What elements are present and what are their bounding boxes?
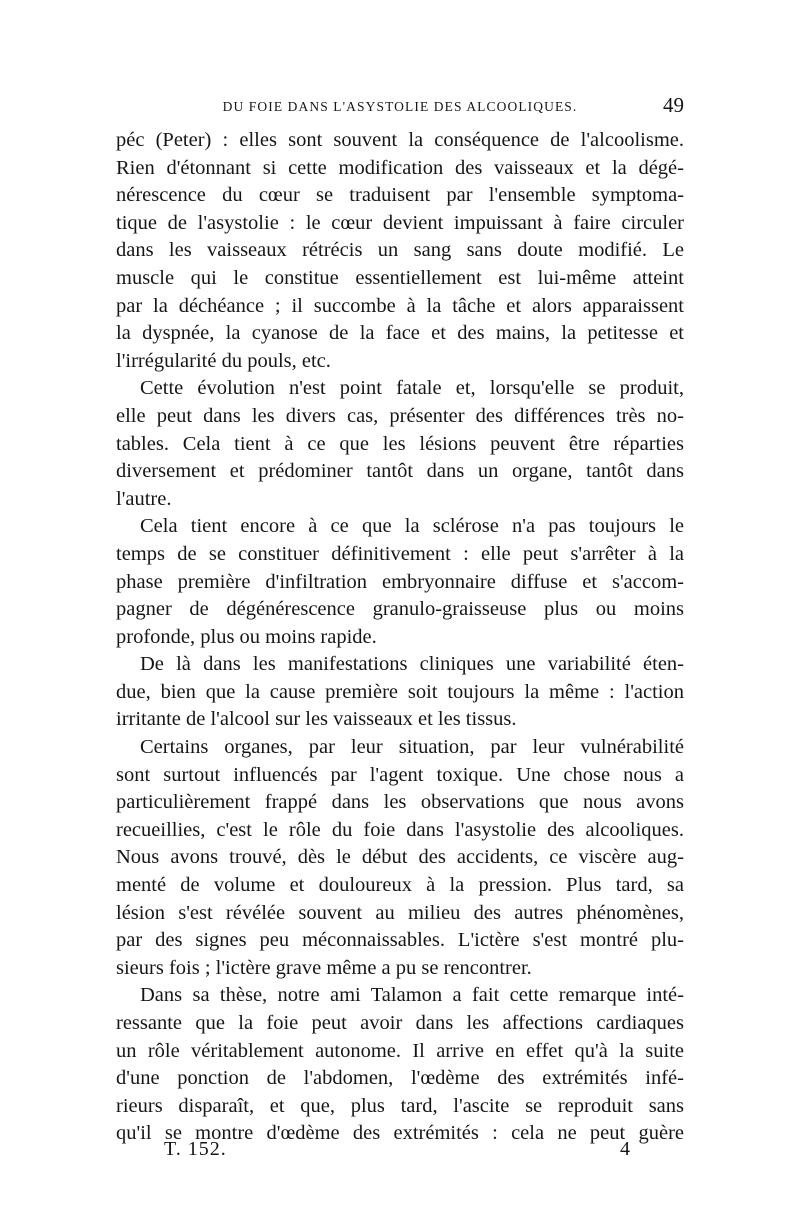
text-line: nérescence du cœur se traduisent par l'ensemble symptoma- bbox=[116, 184, 684, 207]
text-line: phase première d'infiltration embryonnaire diffuse et s'accom- bbox=[116, 570, 684, 593]
text-line: dans les vaisseaux rétrécis un sang sans doute modifié. Le bbox=[116, 239, 684, 262]
text-line: pagner de dégénérescence granulo-graisseuse plus ou moins bbox=[116, 598, 684, 621]
text-line: sieurs fois ; l'ictère grave même a pu se rencontrer. bbox=[116, 956, 532, 979]
text-line: muscle qui le constitue essentiellement est lui-même atteint bbox=[116, 266, 684, 289]
text-line: qu'il se montre d'œdème des extrémités : cela ne peut guère bbox=[116, 1122, 684, 1145]
text-line: la dyspnée, la cyanose de la face et des mains, la petitesse et bbox=[116, 322, 684, 345]
text-line: menté de volume et douloureux à la pression. Plus tard, sa bbox=[116, 874, 684, 897]
text-line: temps de se constituer définitivement : elle peut s'arrêter à la bbox=[116, 542, 684, 565]
text-line: recueillies, c'est le rôle du foie dans l'asystolie des alcooliques. bbox=[116, 818, 684, 841]
text-line: ressante que la foie peut avoir dans les affections cardiaques bbox=[116, 1012, 684, 1034]
text-line: Cela tient encore à ce que la sclérose n'a pas toujours le bbox=[140, 515, 684, 538]
signature-mark: T. 152. bbox=[164, 1138, 227, 1160]
page-footer bbox=[116, 1138, 684, 1168]
text-line: elle peut dans les divers cas, présenter des différences très no- bbox=[116, 404, 684, 427]
text-line: diversement et prédominer tantôt dans un organe, tantôt dans bbox=[116, 460, 684, 483]
text-line: péc (Peter) : elles sont souvent la conséquence de l'alcoolisme. bbox=[116, 129, 684, 151]
text-line: Rien d'étonnant si cette modification des vaisseaux et la dégé- bbox=[116, 156, 684, 179]
text-line: l'irrégularité du pouls, etc. bbox=[116, 349, 331, 372]
text-line: particulièrement frappé dans les observations que nous avons bbox=[116, 791, 684, 814]
text-line: tables. Cela tient à ce que les lésions peuvent être réparties bbox=[116, 432, 684, 455]
text-line: Nous avons trouvé, dès le début des accidents, ce viscère aug- bbox=[116, 846, 684, 869]
text-line: rieurs disparaît, et que, plus tard, l'ascite se reproduit sans bbox=[116, 1094, 684, 1117]
running-head bbox=[116, 93, 684, 123]
text-line: Certains organes, par leur situation, par leur vulnérabilité bbox=[140, 736, 684, 759]
text-line: d'une ponction de l'abdomen, l'œdème des extrémités infé- bbox=[116, 1067, 684, 1090]
text-line: Cette évolution n'est point fatale et, lorsqu'elle se produit, bbox=[140, 377, 684, 400]
text-line: irritante de l'alcool sur les vaisseaux et les tissus. bbox=[116, 708, 517, 731]
running-head-title: DU FOIE DANS L'ASYSTOLIE DES ALCOOLIQUES. bbox=[222, 99, 578, 114]
text-line: Dans sa thèse, notre ami Talamon a fait cette remarque inté- bbox=[140, 984, 684, 1007]
text-line: De là dans les manifestations cliniques une variabilité éten- bbox=[140, 653, 684, 676]
text-line: due, bien que la cause première soit toujours la même : l'action bbox=[116, 680, 684, 703]
body-text bbox=[116, 127, 684, 1148]
text-line: par des signes peu méconnaissables. L'ictère s'est montré plu- bbox=[116, 929, 684, 952]
text-line: un rôle véritablement autonome. Il arrive en effet qu'à la suite bbox=[116, 1039, 684, 1062]
text-line: sont surtout influencés par l'agent toxique. Une chose nous a bbox=[116, 763, 684, 786]
page-number: 49 bbox=[663, 93, 684, 117]
text-line: par la déchéance ; il succombe à la tâche et alors apparaissent bbox=[116, 294, 684, 317]
text-line: l'autre. bbox=[116, 487, 172, 510]
text-line: lésion s'est révélée souvent au milieu des autres phénomènes, bbox=[116, 901, 684, 924]
text-line: profonde, plus ou moins rapide. bbox=[116, 625, 377, 648]
gathering-number: 4 bbox=[620, 1138, 630, 1160]
text-line: tique de l'asystolie : le cœur devient impuissant à faire circuler bbox=[116, 211, 684, 234]
